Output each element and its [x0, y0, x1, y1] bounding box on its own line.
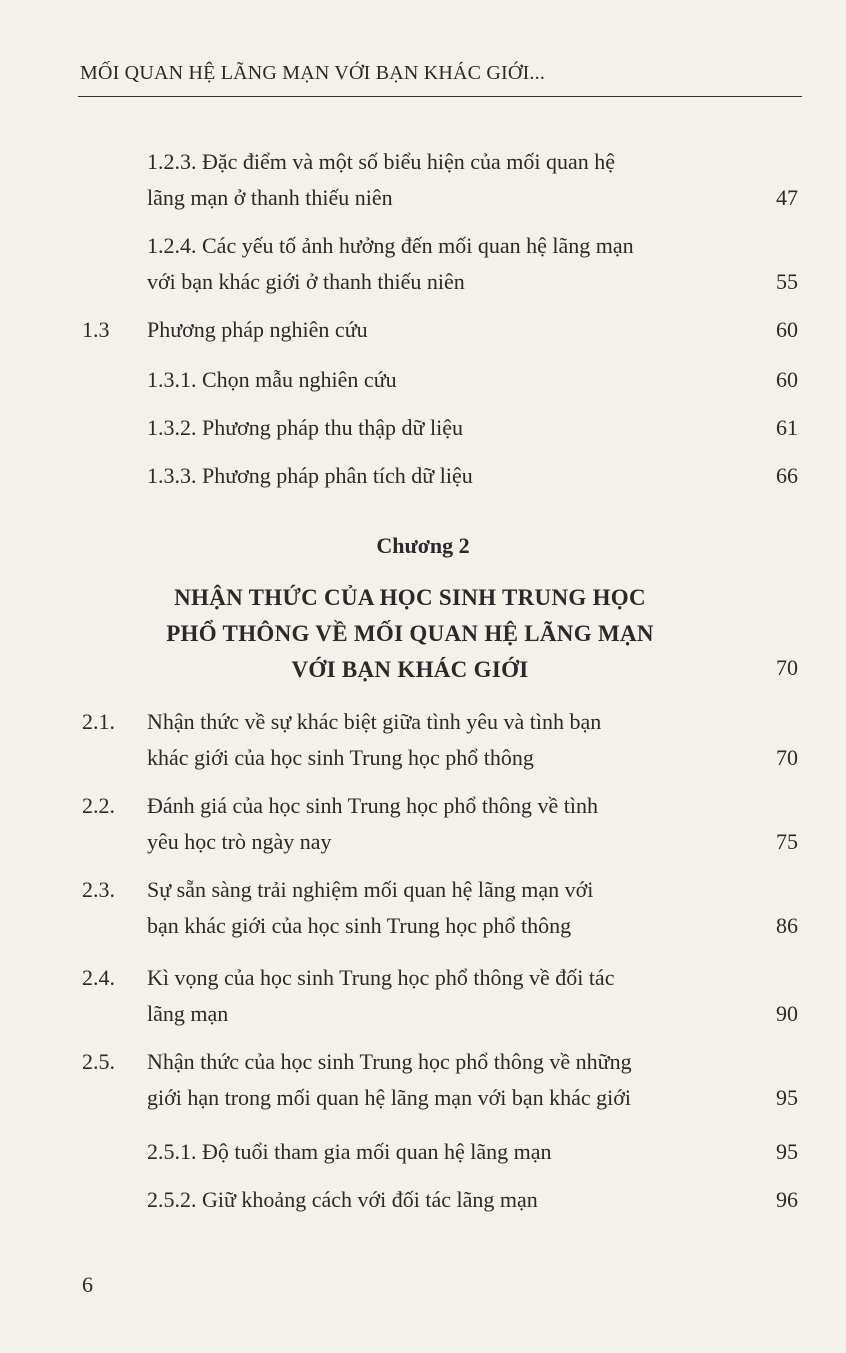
toc-entry-line: lãng mạn	[147, 1001, 229, 1026]
toc-entry-line: yêu học trò ngày nay	[147, 829, 332, 854]
toc-page-ref: 96	[776, 1187, 798, 1212]
toc-entry-number: 2.3.	[82, 877, 115, 902]
toc-page-ref: 60	[776, 367, 798, 392]
toc-entry-number: 2.2.	[82, 793, 115, 818]
toc-entry-line: 1.2.4. Các yếu tố ảnh hưởng đến mối quan hệ lãng mạn	[147, 233, 634, 258]
toc-entry-line: giới hạn trong mối quan hệ lãng mạn với bạn khác giới	[147, 1085, 631, 1110]
toc-page-ref: 75	[776, 829, 798, 854]
chapter-title-line: PHỔ THÔNG VỀ MỐI QUAN HỆ LÃNG MẠN	[166, 621, 654, 646]
page-number: 6	[82, 1272, 93, 1297]
toc-page-ref: 90	[776, 1001, 798, 1026]
header-rule	[78, 96, 802, 97]
toc-entry-line: 2.5.2. Giữ khoảng cách với đối tác lãng mạn	[147, 1187, 538, 1212]
toc-entry-line: Kì vọng của học sinh Trung học phổ thông về đối tác	[147, 965, 615, 990]
toc-entry-line: 1.3.2. Phương pháp thu thập dữ liệu	[147, 415, 463, 440]
toc-page-ref: 55	[776, 269, 798, 294]
toc-entry-line: 1.3.3. Phương pháp phân tích dữ liệu	[147, 463, 473, 488]
toc-page-ref: 95	[776, 1085, 798, 1110]
toc-entry-number: 2.1.	[82, 709, 115, 734]
toc-entry-number: 1.3	[82, 317, 110, 342]
toc-entry-line: 2.5.1. Độ tuổi tham gia mối quan hệ lãng mạn	[147, 1139, 552, 1164]
toc-page-ref: 61	[776, 415, 798, 440]
toc-entry-line: 1.3.1. Chọn mẫu nghiên cứu	[147, 367, 397, 392]
chapter-label: Chương 2	[376, 533, 470, 558]
toc-entry-line: với bạn khác giới ở thanh thiếu niên	[147, 269, 465, 294]
toc-page-ref: 70	[776, 745, 798, 770]
toc-page-ref: 60	[776, 317, 798, 342]
toc-entry-line: 1.2.3. Đặc điểm và một số biểu hiện của mối quan hệ	[147, 149, 615, 174]
toc-entry-line: lãng mạn ở thanh thiếu niên	[147, 185, 393, 210]
chapter-title-line: VỚI BẠN KHÁC GIỚI	[291, 657, 529, 682]
toc-entry-line: Nhận thức của học sinh Trung học phổ thông về những	[147, 1049, 632, 1074]
chapter-title-line: NHẬN THỨC CỦA HỌC SINH TRUNG HỌC	[174, 585, 646, 610]
toc-entry-number: 2.5.	[82, 1049, 115, 1074]
toc-entry-line: Đánh giá của học sinh Trung học phổ thông về tình	[147, 793, 598, 818]
toc-entry-line: Sự sẵn sàng trải nghiệm mối quan hệ lãng mạn với	[147, 877, 594, 902]
chapter-page-ref: 70	[776, 655, 798, 680]
toc-entry-line: khác giới của học sinh Trung học phổ thông	[147, 745, 534, 770]
toc-entry-line: Nhận thức về sự khác biệt giữa tình yêu và tình bạn	[147, 709, 602, 734]
toc-page-ref: 95	[776, 1139, 798, 1164]
running-head: MỐI QUAN HỆ LÃNG MẠN VỚI BẠN KHÁC GIỚI...	[80, 62, 546, 84]
toc-entry-line: Phương pháp nghiên cứu	[147, 317, 368, 342]
toc-entry-line: bạn khác giới của học sinh Trung học phổ thông	[147, 913, 572, 938]
toc-page-ref: 86	[776, 913, 798, 938]
toc-page-ref: 66	[776, 463, 798, 488]
chapter-title	[80, 580, 740, 688]
toc-page-ref: 47	[776, 185, 798, 210]
toc-entry-number: 2.4.	[82, 965, 115, 990]
